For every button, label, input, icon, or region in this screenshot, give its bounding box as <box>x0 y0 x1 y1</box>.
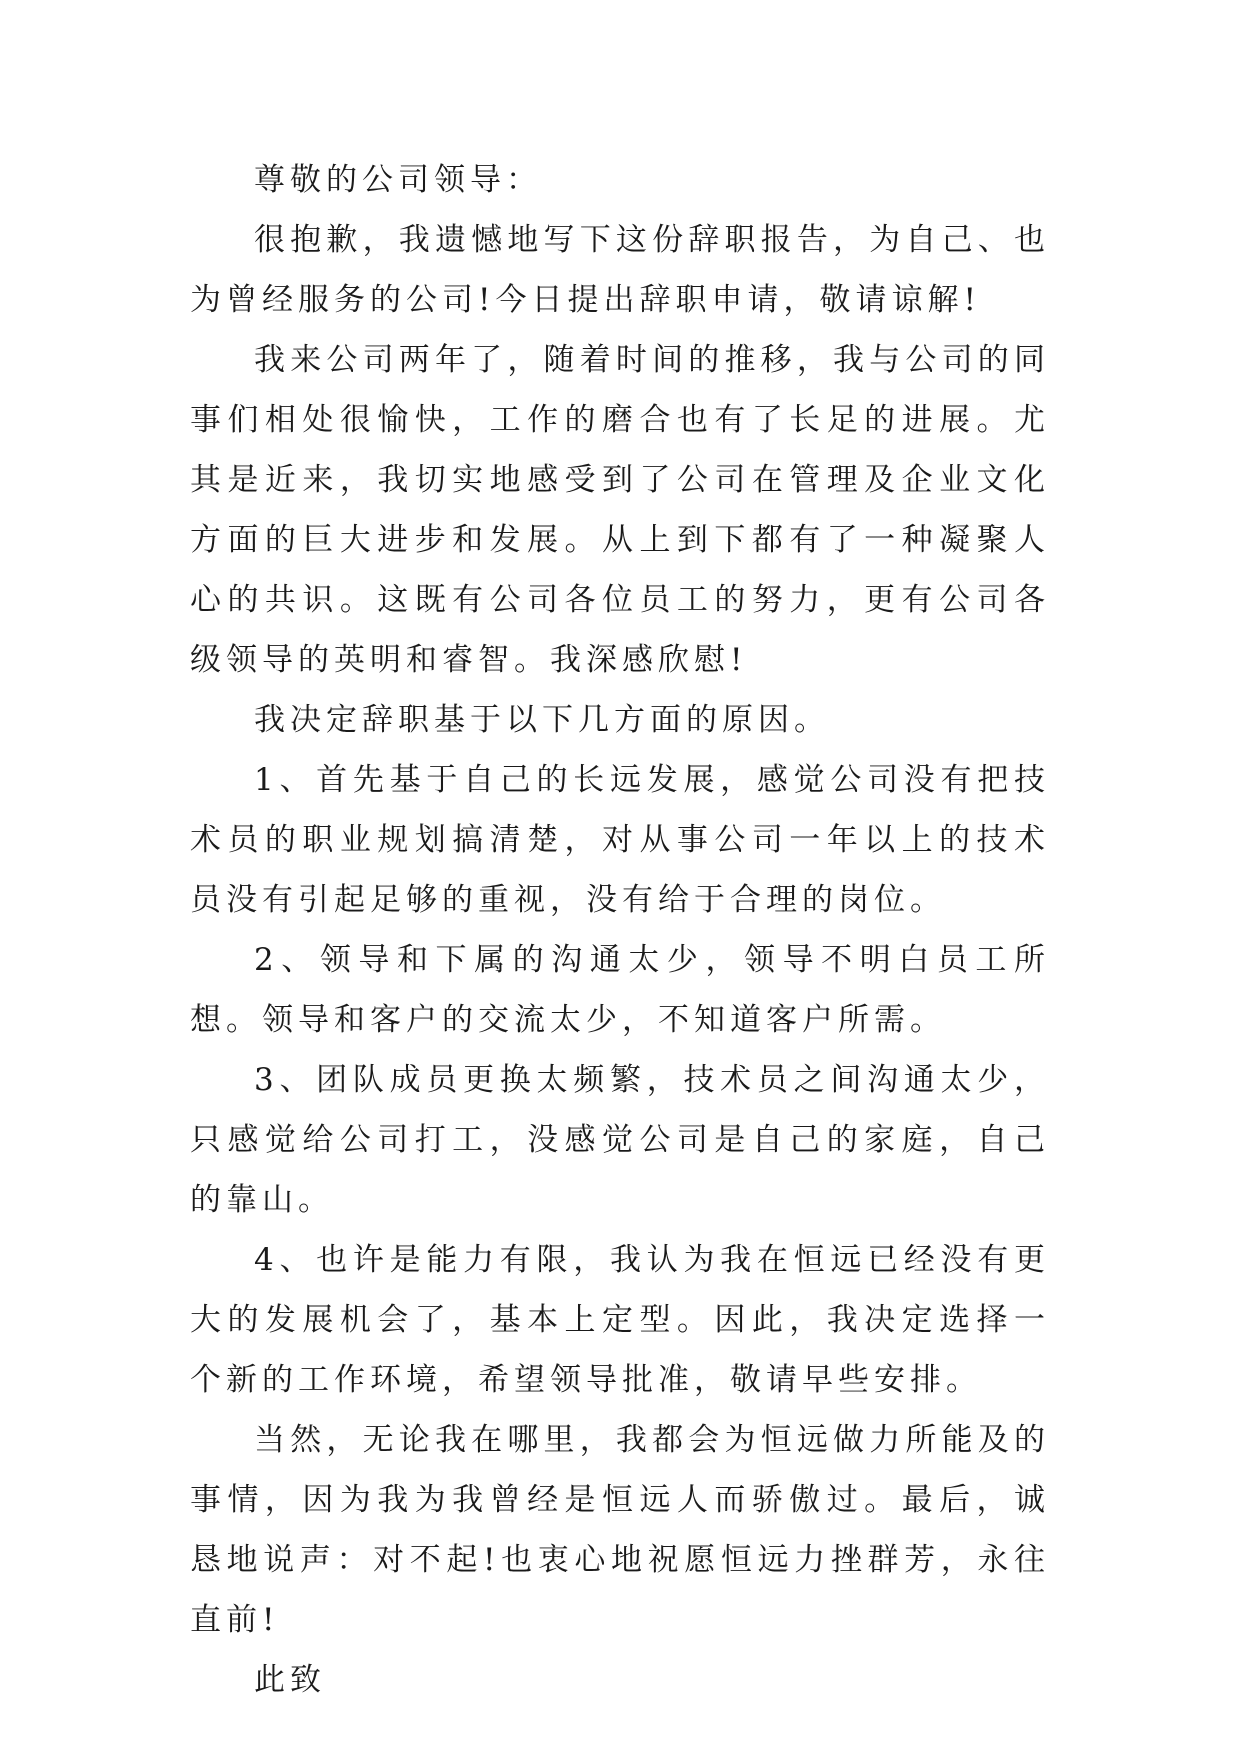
salutation: 尊敬的公司领导： <box>254 162 542 198</box>
resignation-letter <box>190 150 1050 1710</box>
paragraph-apology: 很抱歉，我遗憾地写下这份辞职报告，为自己、也为曾经服务的公司!今日提出辞职申请，敬请谅解! <box>190 222 1050 318</box>
paragraph-reasons-intro: 我决定辞职基于以下几方面的原因。 <box>254 702 830 738</box>
closing: 此致 <box>254 1662 326 1698</box>
paragraph-background: 我来公司两年了，随着时间的推移，我与公司的同事们相处很愉快，工作的磨合也有了长足的进展。尤其是近来，我切实地感受到了公司在管理及企业文化方面的巨大进步和发展。从上到下都有了一种凝聚人心的共识。这既有公司各位员工的努力，更有公司各级领导的英明和睿智。我深感欣慰! <box>190 342 1050 678</box>
paragraph-reason-2: 2、领导和下属的沟通太少，领导不明白员工所想。领导和客户的交流太少，不知道客户所需。 <box>190 942 1050 1038</box>
paragraph-farewell: 当然，无论我在哪里，我都会为恒远做力所能及的事情，因为我为我曾经是恒远人而骄傲过。最后，诚恳地说声：对不起!也衷心地祝愿恒远力挫群芳，永往直前! <box>190 1422 1050 1638</box>
paragraph-reason-4: 4、也许是能力有限，我认为我在恒远已经没有更大的发展机会了，基本上定型。因此，我决定选择一个新的工作环境，希望领导批准，敬请早些安排。 <box>190 1242 1050 1398</box>
paragraph-reason-1: 1、首先基于自己的长远发展，感觉公司没有把技术员的职业规划搞清楚，对从事公司一年以上的技术员没有引起足够的重视，没有给于合理的岗位。 <box>190 762 1050 918</box>
paragraph-reason-3: 3、团队成员更换太频繁，技术员之间沟通太少，只感觉给公司打工，没感觉公司是自己的家庭，自己的靠山。 <box>190 1062 1050 1218</box>
